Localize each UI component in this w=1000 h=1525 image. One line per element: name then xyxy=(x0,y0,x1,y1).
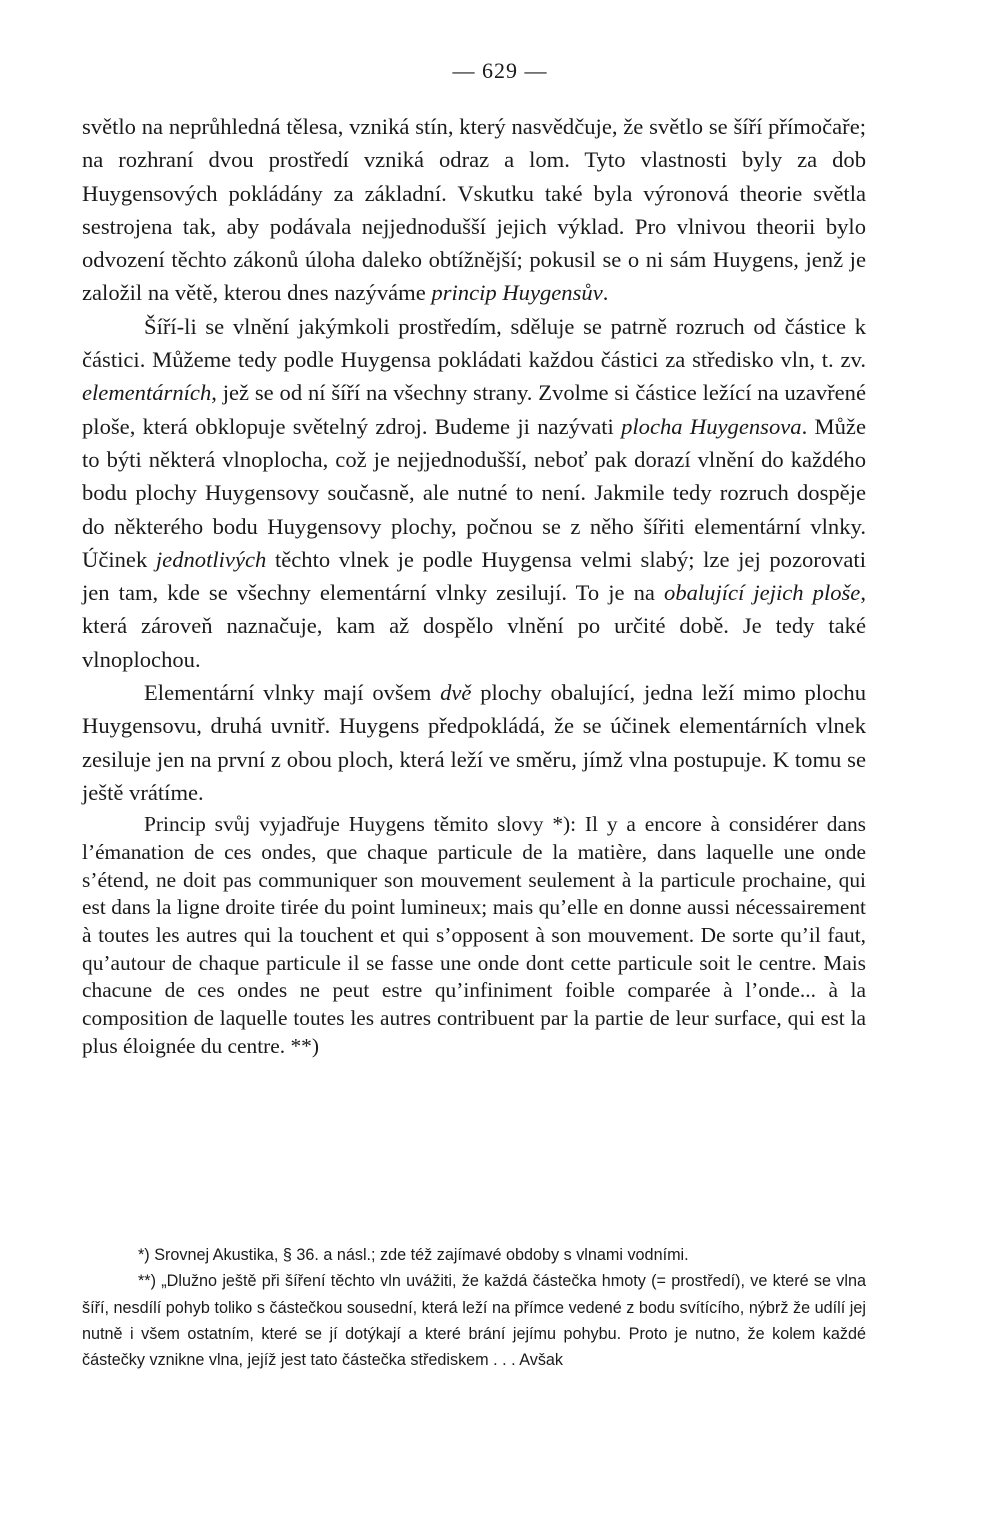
paragraph-2-text-a: Šíří-li se vlnění jakýmkoli prostředím, sděluje se patrně rozruch od částice k částici. Můžeme tedy podle Huygensa pokládati každou částici za středisko vln, t. zv. xyxy=(82,313,866,373)
paragraph-3-text-a: Elementární vlnky mají ovšem xyxy=(144,680,441,706)
footnotes xyxy=(82,1242,866,1373)
paragraph-2 xyxy=(82,310,866,676)
paragraph-2-text-c: . Může to býti některá vlnoplocha, což je nejjednodušší, neboť pak dorazí vlnění do každého bodu plochy Huygensovy současně, ale nutné to není. Jakmile tedy rozruch dospěje do některého bodu Huygensovy plochy, počnou se z něho šířiti elementární vlnky. Účinek xyxy=(82,413,866,572)
term-princip-huygensuv: princip Huygensův xyxy=(431,280,603,306)
main-text xyxy=(82,110,866,1061)
paragraph-1-text-b: . xyxy=(602,280,609,306)
paragraph-2-text-e: , která zároveň naznačuje, kam až dospělo vlnění po určité době. Je tedy také vlnoplochou. xyxy=(82,580,866,672)
footnote-2: **) „Dlužno ještě při šíření těchto vln uvážiti, že každá částečka hmoty (= prostředí), ve které se vlna šíří, nesdílí pohyb toliko s částečkou sousední, která leží na přímce vedené z bodu svítícího, nýbrž že udílí jej nutně i všem ostatním, které se jí dotýkají a které brání jejímu pohybu. Proto je nutno, že kolem každé částečky vznikne vlna, jejíž jest tato částečka střediskem . . . Avšak xyxy=(82,1272,866,1370)
paragraph-2-text-d: těchto vlnek je podle Huygensa velmi slabý; lze jej pozorovati jen tam, kde se všechny elementární vlnky zesilují. To je na xyxy=(82,546,866,606)
paragraph-1 xyxy=(82,110,866,310)
term-jednotlivych: jednotlivých xyxy=(155,546,267,572)
footnote-1: *) Srovnej Akustika, § 36. a násl.; zde též zajímavé obdoby s vlnami vodními. xyxy=(138,1246,689,1264)
paragraph-4-quotation: Princip svůj vyjadřuje Huygens těmito slovy *): Il y a encore à considérer dans l’émanation de ces ondes, que chaque particule de la matière, dans laquelle une onde s’étend, ne doit pas communiquer son mouvement seulement à la particule prochaine, qui est dans la ligne droite tirée du point lumineux; mais qu’elle en donne aussi nécessairement à toutes les autres qui la touchent et qui s’opposent à son mouvement. De sorte qu’il faut, qu’autour de chaque particule il se fasse une onde dont cette particule soit le centre. Mais chacune de ces ondes ne peut estre qu’infiniment foible comparée à l’onde... à la composition de laquelle toutes les autres contribuent par la partie de leur surface, qui est la plus éloignée du centre. **) xyxy=(82,812,866,1058)
paragraph-3 xyxy=(82,676,866,809)
paragraph-1-text-a: světlo na neprůhledná tělesa, vzniká stín, který nasvědčuje, že světlo se šíří přímočaře; na rozhraní dvou prostředí vzniká odraz a lom. Tyto vlastnosti byly za dob Huygensových pokládány za základní. Vskutku také byla výronová theorie světla sestrojena tak, aby podávala nejjednodušší jejich výklad. Pro vlnivou theorii bylo odvození těchto zákonů úloha daleko obtížnější; pokusil se o ni sám Huygens, jenž je založil na větě, kterou dnes nazýváme xyxy=(82,114,866,306)
paragraph-3-text-b: plochy obalující, jedna leží mimo plochu Huygensovu, druhá uvnitř. Huygens předpokládá, že se účinek elementárních vlnek zesiluje jen na první z obou ploch, která leží ve směru, jímž vlna postupuje. K tomu se ještě vrátíme. xyxy=(82,680,866,805)
page-number: — 629 — xyxy=(452,58,548,83)
term-dve: dvě xyxy=(440,680,472,706)
term-plocha-huygensova: plocha Huygensova xyxy=(621,413,802,439)
term-obalujici-ploche: obalující jejich ploše xyxy=(664,580,861,606)
term-elementarnich: elementárních xyxy=(82,380,212,406)
paragraph-2-text-b: , jež se od ní šíří na všechny strany. Zvolme si částice ležící na uzavřené ploše, která obklopuje světelný zdroj. Budeme ji nazývati xyxy=(82,380,866,439)
